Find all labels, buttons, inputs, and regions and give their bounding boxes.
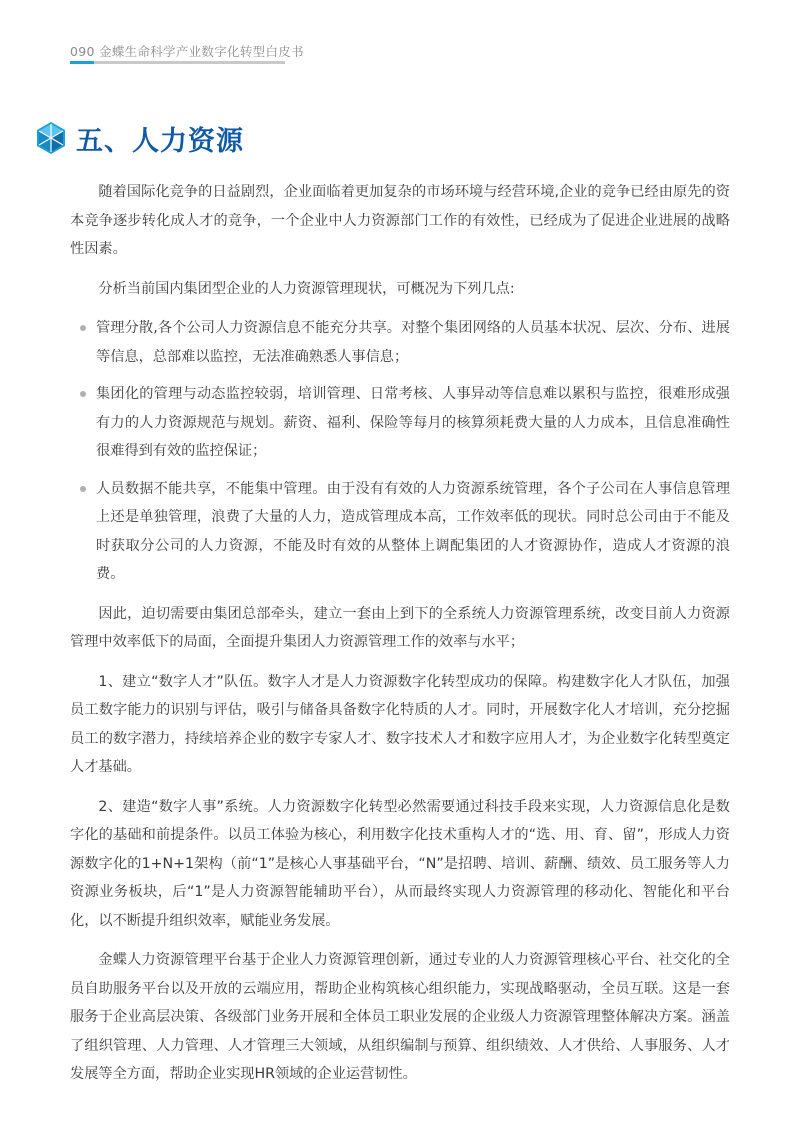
page-header xyxy=(70,42,304,68)
body-content xyxy=(70,178,730,1100)
point-two-paragraph: 2、建造“数字人事”系统。人力资源数字化转型必然需要通过科技手段来实现，人力资源信息化是数字化的基础和前提条件。以员工体验为核心，利用数字化技术重构人才的“选、用、育、留”，形成人力资源数字化的1+N+1架构（前“1”是核心人事基础平台，“N”是招聘、培训、薪酬、绩效、员工服务等人力资源业务板块，后“1”是人力资源智能辅助平台），从而最终实现人力资源管理的移动化、智能化和平台化，以不断提升组织效率，赋能业务发展。 xyxy=(70,798,730,929)
bullet-dot-icon xyxy=(80,486,86,492)
bullet-text: 管理分散,各个公司人力资源信息不能充分共享。对整个集团网络的人员基本状况、层次、分布、进展等信息，总部难以监控，无法准确熟悉人事信息； xyxy=(96,320,730,365)
bullet-dot-icon xyxy=(80,325,86,331)
bullet-text: 人员数据不能共享，不能集中管理。由于没有有效的人力资源系统管理，各个子公司在人事信息管理上还是单独管理，浪费了大量的人力，造成管理成本高，工作效率低的现状。同时总公司由于不能及时获取分公司的人力资源，不能及时有效的从整体上调配集团的人才资源协作，造成人才资源的浪费。 xyxy=(96,480,730,582)
page-number: 090 xyxy=(70,44,95,59)
section-title: 五、人力资源 xyxy=(76,125,244,157)
point-one-paragraph: 1、建立“数字人才”队伍。数字人才是人力资源数字化转型成功的保障。构建数字化人才队伍，加强员工数字能力的识别与评估，吸引与储备具备数字化特质的人才。同时，开展数字化人才培训，充分挖掘员工的数字潜力，持续培养企业的数字专家人才、数字技术人才和数字应用人才，为企业数字化转型奠定人才基础。 xyxy=(70,673,730,775)
header-text xyxy=(70,42,304,60)
platform-paragraph: 金蝶人力资源管理平台基于企业人力资源管理创新，通过专业的人力资源管理核心平台、社交化的全员自助服务平台以及开放的云端应用，帮助企业构筑核心组织能力，实现战略驱动，全员互联。这是一套服务于企业高层决策、各级部门业务开展和全体员工职业发展的企业级人力资源管理整体解决方案。涵盖了组织管理、人力管理、人才管理三大领域，从组织编制与预算、组织绩效、人才供给、人事服务、人才发展等全方面，帮助企业实现HR领域的企业运营韧性。 xyxy=(70,952,730,1082)
header-divider xyxy=(70,61,285,64)
bullet-dot-icon xyxy=(80,391,86,397)
header-accent-bar xyxy=(70,61,94,64)
document-title: 金蝶生命科学产业数字化转型白皮书 xyxy=(99,44,304,59)
intro-paragraph: 随着国际化竞争的日益剧烈，企业面临着更加复杂的市场环境与经营环境,企业的竞争已经由原先的资本竞争逐步转化成人才的竞争，一个企业中人力资源部门工作的有效性，已经成为了促进企业进展的战略性因素。 xyxy=(70,184,730,257)
conclusion-paragraph: 因此，迫切需要由集团总部牵头，建立一套由上到下的全系统人力资源管理系统，改变目前人力资源管理中效率低下的局面，全面提升集团人力资源管理工作的效率与水平； xyxy=(70,605,730,650)
analysis-lead-paragraph: 分析当前国内集团型企业的人力资源管理现状，可概况为下列几点: xyxy=(98,280,515,297)
bullet-text: 集团化的管理与动态监控较弱，培训管理、日常考核、人事异动等信息难以累积与监控，很难形成强有力的人力资源规范与规划。薪资、福利、保险等每月的核算须耗费大量的人力成本，且信息准确性很难得到有效的监控保证； xyxy=(96,386,730,459)
bullet-item xyxy=(70,475,730,589)
bullet-item xyxy=(70,314,730,371)
hexagon-cube-icon xyxy=(36,121,66,155)
bullet-item xyxy=(70,380,730,466)
section-heading xyxy=(36,118,244,158)
